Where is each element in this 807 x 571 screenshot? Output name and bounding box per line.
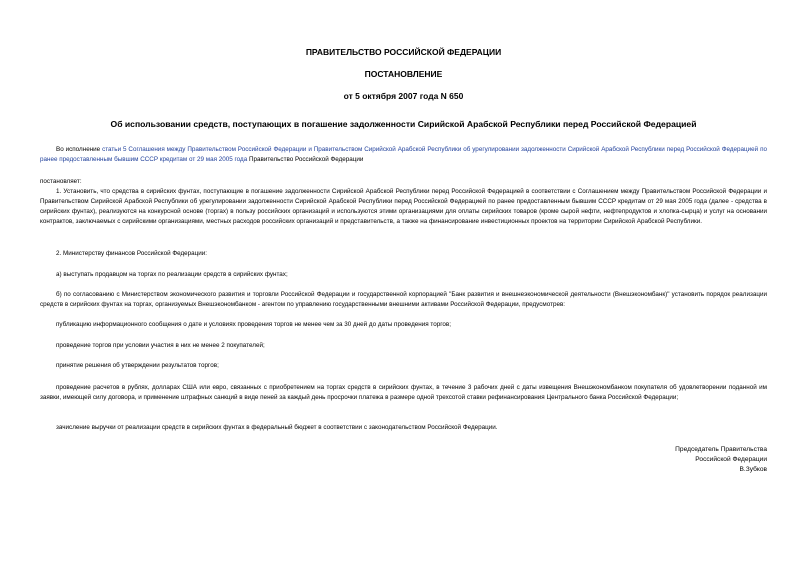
document-date-number: от 5 октября 2007 года N 650 — [343, 91, 464, 101]
intro-prefix: Во исполнение — [56, 146, 103, 153]
postanovlyaet-text: постановляет: — [40, 178, 82, 185]
provision-settlements: проведение расчетов в рублях, долларах США или евро, связанных с приобретением на торгах средств в сирийских фунтах, в течение 3 рабочих дней с даты извещения Внешэкономбанком покупателя об удовлетворении поданной им заявки, имеющей силу договора, и применение штрафных санкций в виде пеней за каждый день просрочки платежа в размере одной трехсотой ставки рефинансирования Центрального банка Российской Федерации; — [40, 384, 767, 401]
signature-organization: Российской Федерации — [695, 456, 767, 463]
provision-revenue: зачисление выручки от реализации средств в сирийских фунтах в федеральный бюджет в соответствии с законодательством Российской Федерации. — [56, 424, 498, 431]
document-type-heading: ПОСТАНОВЛЕНИЕ — [364, 69, 443, 79]
clause-1-paragraph: 1. Установить, что средства в сирийских фунтах, поступающие в погашение задолженности Сирийской Арабской Республики перед Российской Федерацией в соответствии с Соглашением между Правительством Российской Федерации и Правительством Сирийской Арабской Республики об урегулировании задолженности Сирийской Арабской Республики перед Российской Федерацией по ранее предоставленным бывшим СССР кредитам от 29 мая 2005 года (далее - средства в сирийских фунтах), реализуются на конкурсной основе (торгах) в пользу российских организаций и используются этими организациями для оплаты сирийских товаров (кроме сырой нефти, нефтепродуктов и хлопка-сырца) и услуг на основании контрактов, заключаемых с сирийскими организациями, местных расходов российских организаций и представительств, а также на финансирование инвестиционных проектов на территории Сирийской Арабской Республики. — [40, 188, 767, 225]
intro-suffix: Правительство Российской Федерации — [247, 156, 364, 163]
clause-2b-paragraph: б) по согласованию с Министерством экономического развития и торговли Российской Федерации и государственной корпорацией "Банк развития и внешнеэкономической деятельности (Внешэкономбанк)" установить порядок реализации средств в сирийских фунтах на торгах, организуемых Внешэкономбанком - агентом по управлению государственными внешними активами Российской Федерации, предусмотрев: — [40, 291, 767, 308]
clause-2-paragraph: 2. Министерству финансов Российской Федерации: — [56, 250, 208, 257]
government-heading: ПРАВИТЕЛЬСТВО РОССИЙСКОЙ ФЕДЕРАЦИИ — [305, 47, 502, 57]
intro-paragraph — [40, 145, 767, 165]
provision-publication: публикацию информационного сообщения о дате и условиях проведения торгов не менее чем за 30 дней до даты проведения торгов; — [56, 321, 451, 328]
document-title: Об использовании средств, поступающих в погашение задолженности Сирийской Арабской Республики перед Российской Федерацией — [110, 119, 697, 129]
provision-approval: принятие решения об утверждении результатов торгов; — [56, 362, 219, 369]
signature-name: В.Зубков — [739, 466, 767, 473]
agreement-article-link[interactable]: статьи 5 Соглашения между Правительством Российской Федерации и Правительством Сирийской Арабской Республики об урегулировании задолженности Сирийской Арабской Республики перед Российской Федерацией по ранее предоставленным бывшим СССР кредитам от 29 мая 2005 года — [40, 146, 767, 163]
signature-position: Председатель Правительства — [675, 446, 767, 453]
clause-2a-paragraph: а) выступать продавцом на торгах по реализации средств в сирийских фунтах; — [56, 271, 288, 278]
signature-block — [675, 445, 767, 475]
provision-min-buyers: проведение торгов при условии участия в них не менее 2 покупателей; — [56, 342, 265, 349]
